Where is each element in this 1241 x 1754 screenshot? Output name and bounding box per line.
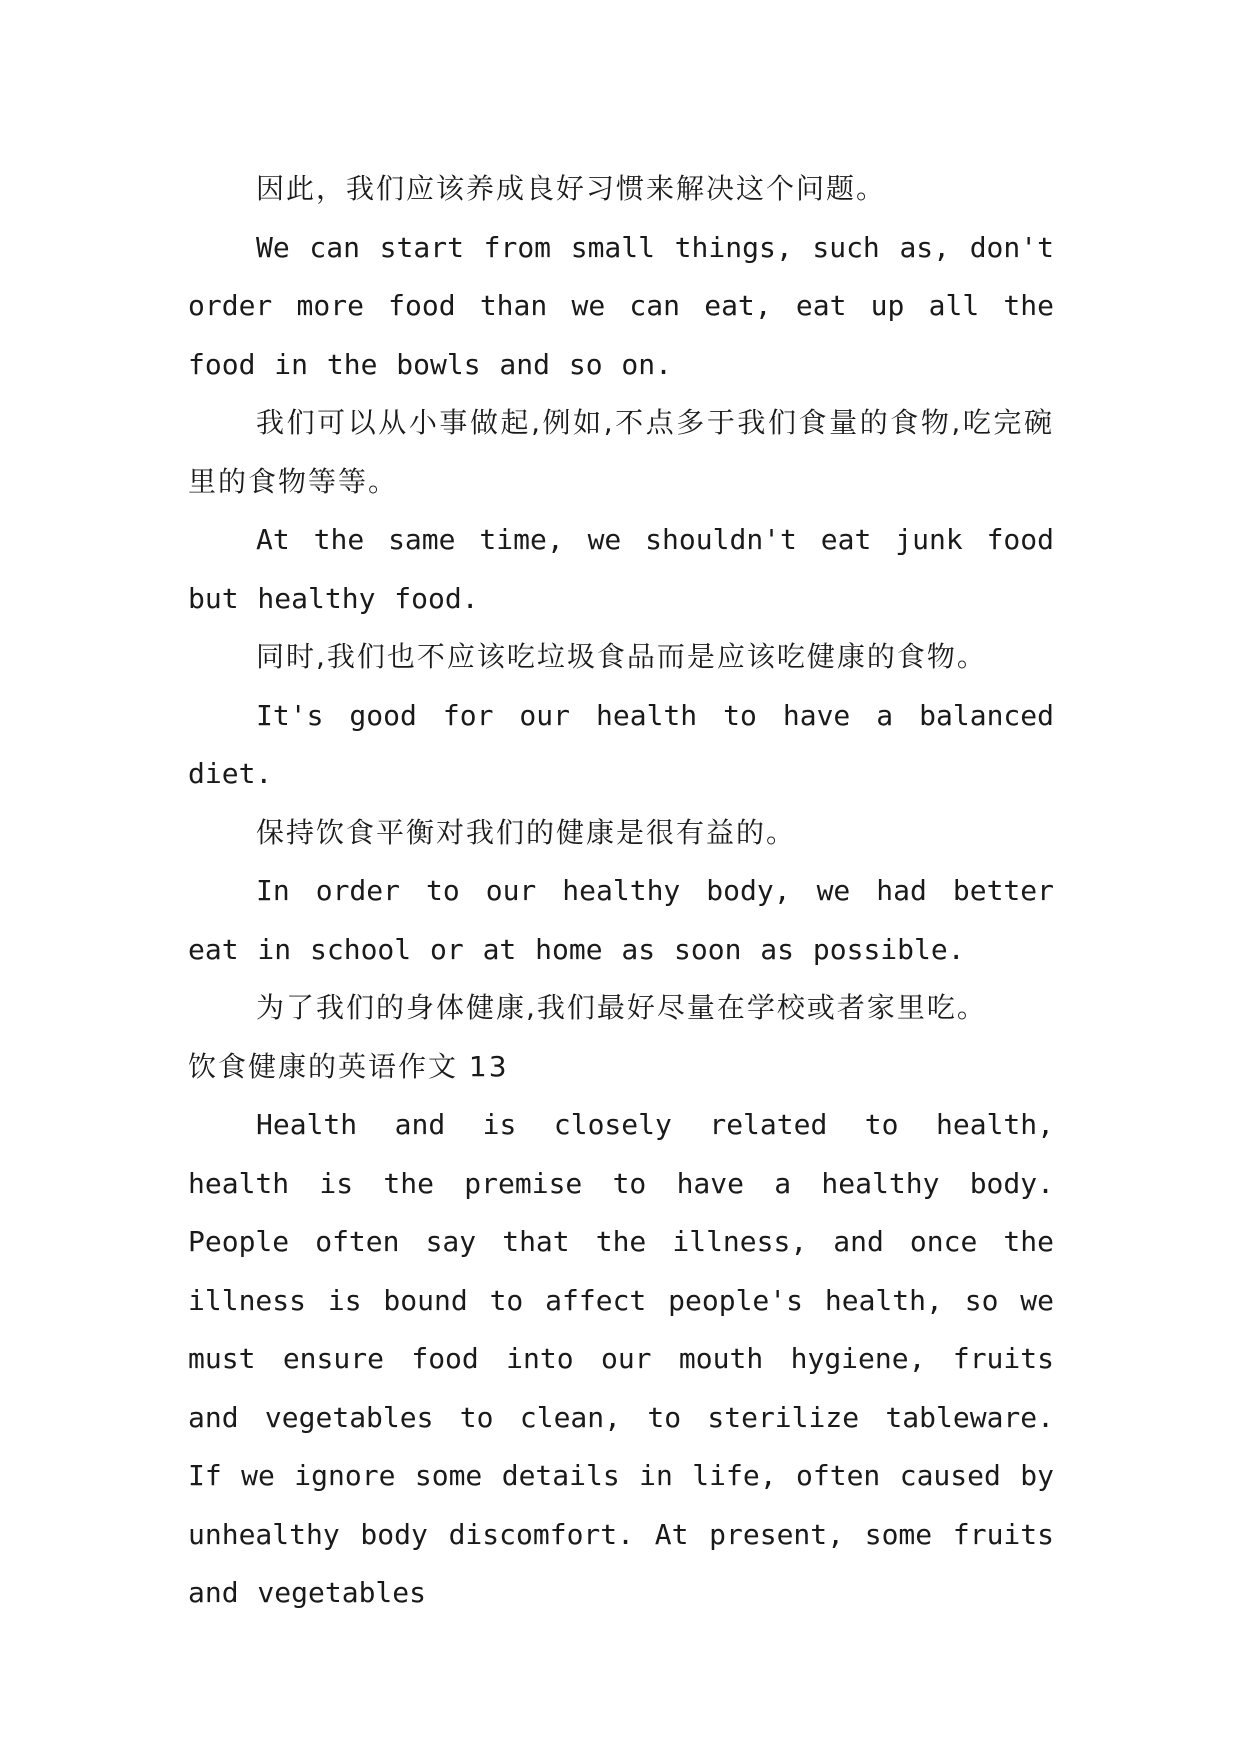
paragraph-en: At the same time, we shouldn't eat junk food but healthy food. xyxy=(188,523,1054,615)
paragraph-zh: 为了我们的身体健康,我们最好尽量在学校或者家里吃。 xyxy=(256,991,987,1024)
paragraph-zh: 我们可以从小事做起,例如,不点多于我们食量的食物,吃完碗里的食物等等。 xyxy=(188,406,1054,498)
paragraph-en: In order to our healthy body, we had better eat in school or at home as soon as possible. xyxy=(188,874,1054,966)
paragraph-zh: 因此，我们应该养成良好习惯来解决这个问题。 xyxy=(256,172,887,205)
paragraph-zh: 同时,我们也不应该吃垃圾食品而是应该吃健康的食物。 xyxy=(256,640,987,673)
paragraph-zh: 保持饮食平衡对我们的健康是很有益的。 xyxy=(256,815,797,849)
paragraph-en: We can start from small things, such as, don't order more food than we can eat, eat up all the food in the bowls and so on. xyxy=(188,230,1054,381)
paragraph-en: Health and is closely related to health, health is the premise to have a healthy body. People often say that the illness, and once the illness is bound to affect people's health, so we must ensure food into our mouth hygiene, fruits and vegetables to clean, to sterilize tableware. If we ignore some details in life, often caused by unhealthy body discomfort. At present, some fruits and vegetables xyxy=(188,1108,1054,1609)
paragraph-en: It's good for our health to have a balanced diet. xyxy=(188,698,1054,790)
section-heading: 饮食健康的英语作文 13 xyxy=(188,1049,509,1083)
document-body xyxy=(188,160,1054,1623)
